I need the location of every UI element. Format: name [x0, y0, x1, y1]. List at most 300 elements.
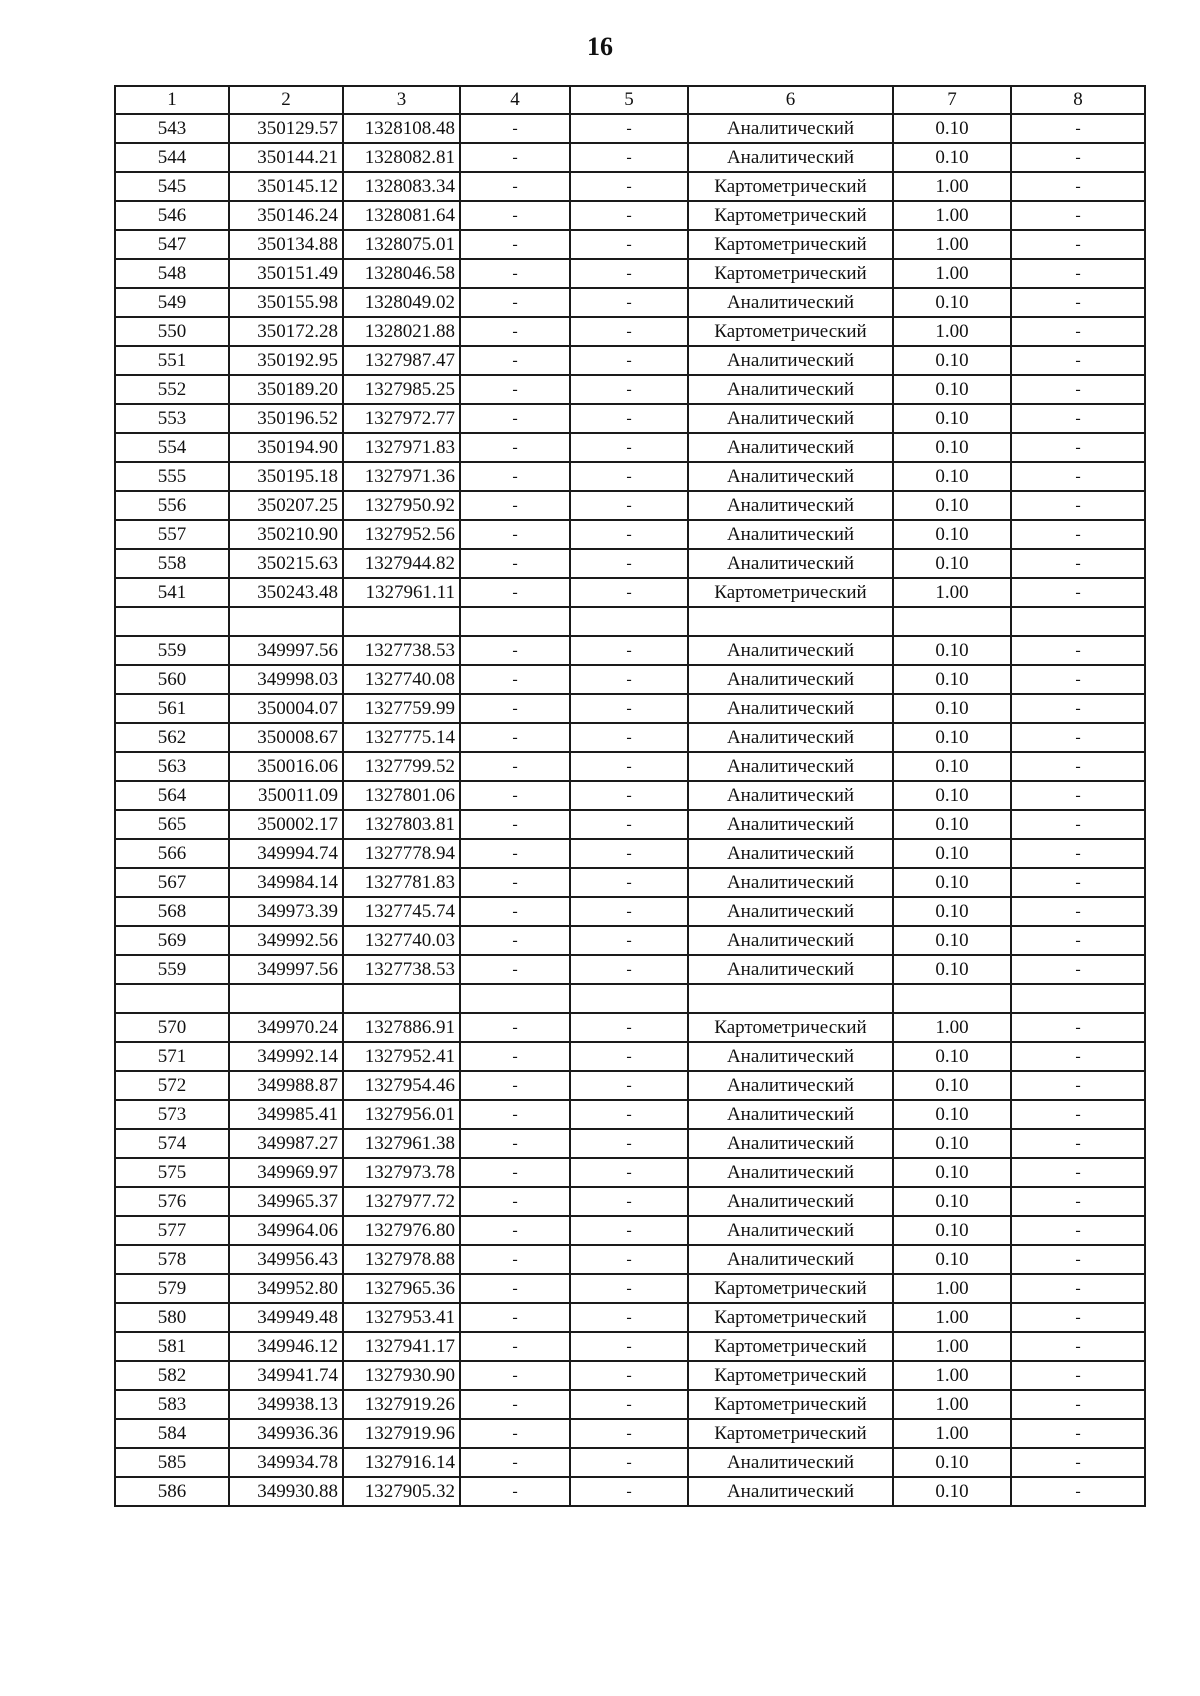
x-coordinate-cell: 349985.41 — [229, 1100, 343, 1129]
method-cell: Аналитический — [688, 549, 893, 578]
column-8-cell: - — [1011, 346, 1145, 375]
column-5-cell: - — [570, 172, 688, 201]
point-number-cell: 570 — [115, 1013, 229, 1042]
accuracy-cell: 0.10 — [893, 549, 1011, 578]
column-4-cell: - — [460, 955, 570, 984]
y-coordinate-cell: 1327976.80 — [343, 1216, 460, 1245]
column-8-cell — [1011, 607, 1145, 636]
column-header: 5 — [570, 86, 688, 114]
method-cell: Аналитический — [688, 1187, 893, 1216]
method-cell: Аналитический — [688, 491, 893, 520]
y-coordinate-cell: 1327952.56 — [343, 520, 460, 549]
column-8-cell: - — [1011, 549, 1145, 578]
x-coordinate-cell: 350145.12 — [229, 172, 343, 201]
column-4-cell: - — [460, 752, 570, 781]
y-coordinate-cell: 1327738.53 — [343, 955, 460, 984]
method-cell: Аналитический — [688, 1100, 893, 1129]
table-row — [115, 346, 1145, 375]
table-row — [115, 172, 1145, 201]
point-number-cell: 569 — [115, 926, 229, 955]
column-8-cell: - — [1011, 404, 1145, 433]
column-4-cell: - — [460, 1274, 570, 1303]
accuracy-cell: 0.10 — [893, 665, 1011, 694]
table-row — [115, 1100, 1145, 1129]
column-8-cell: - — [1011, 926, 1145, 955]
column-header: 3 — [343, 86, 460, 114]
point-number-cell: 561 — [115, 694, 229, 723]
accuracy-cell: 0.10 — [893, 462, 1011, 491]
y-coordinate-cell: 1327745.74 — [343, 897, 460, 926]
point-number-cell: 586 — [115, 1477, 229, 1506]
column-8-cell: - — [1011, 1216, 1145, 1245]
x-coordinate-cell: 350196.52 — [229, 404, 343, 433]
accuracy-cell: 0.10 — [893, 114, 1011, 143]
table-row — [115, 1419, 1145, 1448]
column-5-cell: - — [570, 1448, 688, 1477]
method-cell: Аналитический — [688, 897, 893, 926]
y-coordinate-cell: 1328083.34 — [343, 172, 460, 201]
method-cell: Картометрический — [688, 1390, 893, 1419]
column-5-cell: - — [570, 1245, 688, 1274]
table-row — [115, 317, 1145, 346]
column-4-cell — [460, 984, 570, 1013]
y-coordinate-cell — [343, 607, 460, 636]
table-row — [115, 897, 1145, 926]
column-header: 4 — [460, 86, 570, 114]
method-cell: Аналитический — [688, 665, 893, 694]
column-4-cell: - — [460, 1071, 570, 1100]
point-number-cell: 546 — [115, 201, 229, 230]
table-row — [115, 491, 1145, 520]
column-4-cell: - — [460, 839, 570, 868]
accuracy-cell: 0.10 — [893, 520, 1011, 549]
method-cell: Аналитический — [688, 346, 893, 375]
accuracy-cell: 0.10 — [893, 810, 1011, 839]
column-4-cell: - — [460, 375, 570, 404]
column-8-cell: - — [1011, 143, 1145, 172]
table-row — [115, 1013, 1145, 1042]
table-row — [115, 404, 1145, 433]
table-row — [115, 433, 1145, 462]
x-coordinate-cell: 349969.97 — [229, 1158, 343, 1187]
column-8-cell: - — [1011, 955, 1145, 984]
x-coordinate-cell: 350144.21 — [229, 143, 343, 172]
x-coordinate-cell: 350210.90 — [229, 520, 343, 549]
method-cell: Картометрический — [688, 1274, 893, 1303]
y-coordinate-cell: 1327978.88 — [343, 1245, 460, 1274]
column-5-cell: - — [570, 694, 688, 723]
method-cell: Аналитический — [688, 752, 893, 781]
y-coordinate-cell: 1327987.47 — [343, 346, 460, 375]
column-4-cell: - — [460, 317, 570, 346]
column-8-cell: - — [1011, 172, 1145, 201]
table-row — [115, 1303, 1145, 1332]
y-coordinate-cell: 1328021.88 — [343, 317, 460, 346]
x-coordinate-cell: 350008.67 — [229, 723, 343, 752]
x-coordinate-cell: 349970.24 — [229, 1013, 343, 1042]
accuracy-cell: 0.10 — [893, 1100, 1011, 1129]
y-coordinate-cell: 1327985.25 — [343, 375, 460, 404]
coordinates-table — [114, 85, 1146, 1507]
column-4-cell: - — [460, 433, 570, 462]
y-coordinate-cell: 1328081.64 — [343, 201, 460, 230]
accuracy-cell: 1.00 — [893, 1013, 1011, 1042]
table-separator-row — [115, 607, 1145, 636]
x-coordinate-cell: 349952.80 — [229, 1274, 343, 1303]
x-coordinate-cell: 349941.74 — [229, 1361, 343, 1390]
column-4-cell: - — [460, 1419, 570, 1448]
accuracy-cell: 1.00 — [893, 1419, 1011, 1448]
column-5-cell: - — [570, 926, 688, 955]
column-5-cell: - — [570, 1187, 688, 1216]
column-5-cell: - — [570, 1477, 688, 1506]
point-number-cell: 579 — [115, 1274, 229, 1303]
column-8-cell: - — [1011, 1274, 1145, 1303]
x-coordinate-cell: 350194.90 — [229, 433, 343, 462]
column-4-cell: - — [460, 230, 570, 259]
column-5-cell: - — [570, 375, 688, 404]
column-5-cell: - — [570, 665, 688, 694]
accuracy-cell: 0.10 — [893, 491, 1011, 520]
y-coordinate-cell: 1327941.17 — [343, 1332, 460, 1361]
column-4-cell: - — [460, 404, 570, 433]
column-4-cell: - — [460, 114, 570, 143]
method-cell: Аналитический — [688, 723, 893, 752]
accuracy-cell: 1.00 — [893, 201, 1011, 230]
column-4-cell: - — [460, 346, 570, 375]
column-header: 6 — [688, 86, 893, 114]
y-coordinate-cell: 1327930.90 — [343, 1361, 460, 1390]
column-header: 8 — [1011, 86, 1145, 114]
y-coordinate-cell: 1327953.41 — [343, 1303, 460, 1332]
column-4-cell: - — [460, 491, 570, 520]
column-4-cell: - — [460, 868, 570, 897]
accuracy-cell: 1.00 — [893, 172, 1011, 201]
x-coordinate-cell: 350011.09 — [229, 781, 343, 810]
point-number-cell: 563 — [115, 752, 229, 781]
column-8-cell: - — [1011, 781, 1145, 810]
column-5-cell: - — [570, 1216, 688, 1245]
column-8-cell: - — [1011, 288, 1145, 317]
point-number-cell: 551 — [115, 346, 229, 375]
point-number-cell: 541 — [115, 578, 229, 607]
point-number-cell: 573 — [115, 1100, 229, 1129]
x-coordinate-cell: 349949.48 — [229, 1303, 343, 1332]
column-4-cell: - — [460, 201, 570, 230]
accuracy-cell: 0.10 — [893, 1216, 1011, 1245]
column-4-cell: - — [460, 694, 570, 723]
point-number-cell: 548 — [115, 259, 229, 288]
point-number-cell: 575 — [115, 1158, 229, 1187]
column-5-cell: - — [570, 752, 688, 781]
column-5-cell: - — [570, 1013, 688, 1042]
x-coordinate-cell: 350189.20 — [229, 375, 343, 404]
table-row — [115, 926, 1145, 955]
table-row — [115, 520, 1145, 549]
accuracy-cell: 0.10 — [893, 752, 1011, 781]
accuracy-cell: 0.10 — [893, 897, 1011, 926]
method-cell: Аналитический — [688, 810, 893, 839]
x-coordinate-cell: 350192.95 — [229, 346, 343, 375]
column-8-cell: - — [1011, 665, 1145, 694]
table-separator-row — [115, 984, 1145, 1013]
column-8-cell: - — [1011, 114, 1145, 143]
column-4-cell: - — [460, 1187, 570, 1216]
column-4-cell: - — [460, 259, 570, 288]
column-4-cell: - — [460, 1129, 570, 1158]
column-4-cell: - — [460, 172, 570, 201]
y-coordinate-cell: 1327956.01 — [343, 1100, 460, 1129]
point-number-cell: 576 — [115, 1187, 229, 1216]
column-8-cell: - — [1011, 1100, 1145, 1129]
y-coordinate-cell: 1327781.83 — [343, 868, 460, 897]
point-number-cell: 543 — [115, 114, 229, 143]
y-coordinate-cell: 1327919.96 — [343, 1419, 460, 1448]
accuracy-cell: 0.10 — [893, 1187, 1011, 1216]
column-5-cell: - — [570, 897, 688, 926]
y-coordinate-cell: 1327803.81 — [343, 810, 460, 839]
column-8-cell: - — [1011, 723, 1145, 752]
x-coordinate-cell: 349938.13 — [229, 1390, 343, 1419]
method-cell: Картометрический — [688, 1419, 893, 1448]
x-coordinate-cell: 350004.07 — [229, 694, 343, 723]
table-row — [115, 1129, 1145, 1158]
x-coordinate-cell: 350134.88 — [229, 230, 343, 259]
column-4-cell: - — [460, 1477, 570, 1506]
column-4-cell: - — [460, 1448, 570, 1477]
column-5-cell: - — [570, 230, 688, 259]
point-number-cell: 545 — [115, 172, 229, 201]
column-8-cell: - — [1011, 520, 1145, 549]
column-5-cell: - — [570, 491, 688, 520]
table-row — [115, 1332, 1145, 1361]
y-coordinate-cell: 1327778.94 — [343, 839, 460, 868]
column-5-cell: - — [570, 1390, 688, 1419]
accuracy-cell: 1.00 — [893, 1390, 1011, 1419]
point-number-cell: 562 — [115, 723, 229, 752]
method-cell: Аналитический — [688, 839, 893, 868]
column-8-cell: - — [1011, 578, 1145, 607]
accuracy-cell: 0.10 — [893, 433, 1011, 462]
point-number-cell: 568 — [115, 897, 229, 926]
column-5-cell: - — [570, 1071, 688, 1100]
point-number-cell: 558 — [115, 549, 229, 578]
table-header-row — [115, 86, 1145, 114]
table-row — [115, 114, 1145, 143]
column-8-cell — [1011, 984, 1145, 1013]
x-coordinate-cell: 349956.43 — [229, 1245, 343, 1274]
point-number-cell — [115, 984, 229, 1013]
column-8-cell: - — [1011, 1361, 1145, 1390]
point-number-cell: 547 — [115, 230, 229, 259]
column-4-cell: - — [460, 1216, 570, 1245]
method-cell: Аналитический — [688, 1216, 893, 1245]
accuracy-cell: 0.10 — [893, 926, 1011, 955]
accuracy-cell: 1.00 — [893, 317, 1011, 346]
point-number-cell: 582 — [115, 1361, 229, 1390]
method-cell: Аналитический — [688, 288, 893, 317]
method-cell: Аналитический — [688, 114, 893, 143]
point-number-cell: 559 — [115, 636, 229, 665]
y-coordinate-cell: 1327905.32 — [343, 1477, 460, 1506]
accuracy-cell: 0.10 — [893, 1071, 1011, 1100]
x-coordinate-cell: 349994.74 — [229, 839, 343, 868]
table-row — [115, 636, 1145, 665]
x-coordinate-cell: 349934.78 — [229, 1448, 343, 1477]
column-8-cell: - — [1011, 433, 1145, 462]
column-5-cell: - — [570, 201, 688, 230]
column-4-cell: - — [460, 1158, 570, 1187]
accuracy-cell: 1.00 — [893, 1332, 1011, 1361]
accuracy-cell: 0.10 — [893, 1448, 1011, 1477]
column-5-cell: - — [570, 549, 688, 578]
x-coordinate-cell: 350151.49 — [229, 259, 343, 288]
table-row — [115, 1477, 1145, 1506]
table-row — [115, 1158, 1145, 1187]
y-coordinate-cell: 1328075.01 — [343, 230, 460, 259]
accuracy-cell: 0.10 — [893, 1245, 1011, 1274]
x-coordinate-cell: 350155.98 — [229, 288, 343, 317]
column-5-cell: - — [570, 433, 688, 462]
column-5-cell: - — [570, 1419, 688, 1448]
accuracy-cell: 0.10 — [893, 1477, 1011, 1506]
method-cell: Аналитический — [688, 694, 893, 723]
method-cell — [688, 984, 893, 1013]
column-8-cell: - — [1011, 1042, 1145, 1071]
column-4-cell: - — [460, 1332, 570, 1361]
column-5-cell: - — [570, 636, 688, 665]
column-8-cell: - — [1011, 1419, 1145, 1448]
y-coordinate-cell: 1327950.92 — [343, 491, 460, 520]
y-coordinate-cell: 1327740.08 — [343, 665, 460, 694]
point-number-cell: 554 — [115, 433, 229, 462]
table-row — [115, 955, 1145, 984]
method-cell: Аналитический — [688, 636, 893, 665]
column-5-cell: - — [570, 1303, 688, 1332]
column-5-cell: - — [570, 259, 688, 288]
table-body — [115, 114, 1145, 1506]
column-5-cell — [570, 984, 688, 1013]
column-4-cell: - — [460, 549, 570, 578]
x-coordinate-cell: 350195.18 — [229, 462, 343, 491]
column-4-cell: - — [460, 578, 570, 607]
y-coordinate-cell: 1328082.81 — [343, 143, 460, 172]
method-cell: Аналитический — [688, 868, 893, 897]
method-cell: Аналитический — [688, 433, 893, 462]
column-5-cell: - — [570, 317, 688, 346]
column-4-cell: - — [460, 1303, 570, 1332]
table-row — [115, 839, 1145, 868]
point-number-cell: 583 — [115, 1390, 229, 1419]
column-5-cell: - — [570, 839, 688, 868]
accuracy-cell: 0.10 — [893, 781, 1011, 810]
point-number-cell: 581 — [115, 1332, 229, 1361]
column-8-cell: - — [1011, 491, 1145, 520]
point-number-cell: 574 — [115, 1129, 229, 1158]
table-row — [115, 230, 1145, 259]
x-coordinate-cell: 349984.14 — [229, 868, 343, 897]
table-row — [115, 1390, 1145, 1419]
y-coordinate-cell: 1327977.72 — [343, 1187, 460, 1216]
y-coordinate-cell: 1327961.38 — [343, 1129, 460, 1158]
table-row — [115, 143, 1145, 172]
accuracy-cell: 1.00 — [893, 230, 1011, 259]
y-coordinate-cell: 1328046.58 — [343, 259, 460, 288]
x-coordinate-cell: 349997.56 — [229, 636, 343, 665]
column-5-cell: - — [570, 346, 688, 375]
column-5-cell: - — [570, 810, 688, 839]
column-4-cell: - — [460, 1245, 570, 1274]
x-coordinate-cell: 349998.03 — [229, 665, 343, 694]
method-cell: Аналитический — [688, 462, 893, 491]
column-4-cell: - — [460, 781, 570, 810]
column-header: 1 — [115, 86, 229, 114]
column-8-cell: - — [1011, 1187, 1145, 1216]
method-cell: Аналитический — [688, 1129, 893, 1158]
x-coordinate-cell: 350146.24 — [229, 201, 343, 230]
column-8-cell: - — [1011, 230, 1145, 259]
column-5-cell: - — [570, 1129, 688, 1158]
table-row — [115, 578, 1145, 607]
accuracy-cell: 1.00 — [893, 1303, 1011, 1332]
accuracy-cell: 1.00 — [893, 578, 1011, 607]
table-row — [115, 1361, 1145, 1390]
column-8-cell: - — [1011, 259, 1145, 288]
column-8-cell: - — [1011, 694, 1145, 723]
column-5-cell: - — [570, 781, 688, 810]
x-coordinate-cell: 350207.25 — [229, 491, 343, 520]
y-coordinate-cell: 1327740.03 — [343, 926, 460, 955]
column-8-cell: - — [1011, 317, 1145, 346]
x-coordinate-cell: 350016.06 — [229, 752, 343, 781]
column-4-cell: - — [460, 288, 570, 317]
method-cell: Картометрический — [688, 259, 893, 288]
method-cell: Картометрический — [688, 172, 893, 201]
point-number-cell: 549 — [115, 288, 229, 317]
point-number-cell: 553 — [115, 404, 229, 433]
point-number-cell: 567 — [115, 868, 229, 897]
x-coordinate-cell: 349964.06 — [229, 1216, 343, 1245]
table-row — [115, 665, 1145, 694]
x-coordinate-cell: 349930.88 — [229, 1477, 343, 1506]
point-number-cell: 585 — [115, 1448, 229, 1477]
column-5-cell: - — [570, 1100, 688, 1129]
column-4-cell: - — [460, 1100, 570, 1129]
y-coordinate-cell: 1327972.77 — [343, 404, 460, 433]
column-8-cell: - — [1011, 752, 1145, 781]
y-coordinate-cell: 1327916.14 — [343, 1448, 460, 1477]
y-coordinate-cell — [343, 984, 460, 1013]
method-cell: Аналитический — [688, 404, 893, 433]
point-number-cell: 559 — [115, 955, 229, 984]
column-5-cell: - — [570, 1274, 688, 1303]
point-number-cell: 555 — [115, 462, 229, 491]
column-5-cell: - — [570, 404, 688, 433]
method-cell: Картометрический — [688, 1332, 893, 1361]
point-number-cell: 560 — [115, 665, 229, 694]
x-coordinate-cell: 349973.39 — [229, 897, 343, 926]
table-row — [115, 201, 1145, 230]
x-coordinate-cell: 349992.14 — [229, 1042, 343, 1071]
accuracy-cell: 0.10 — [893, 1129, 1011, 1158]
column-header: 2 — [229, 86, 343, 114]
column-8-cell: - — [1011, 636, 1145, 665]
accuracy-cell: 0.10 — [893, 868, 1011, 897]
column-4-cell: - — [460, 723, 570, 752]
accuracy-cell: 1.00 — [893, 1361, 1011, 1390]
y-coordinate-cell: 1327759.99 — [343, 694, 460, 723]
column-5-cell: - — [570, 1042, 688, 1071]
